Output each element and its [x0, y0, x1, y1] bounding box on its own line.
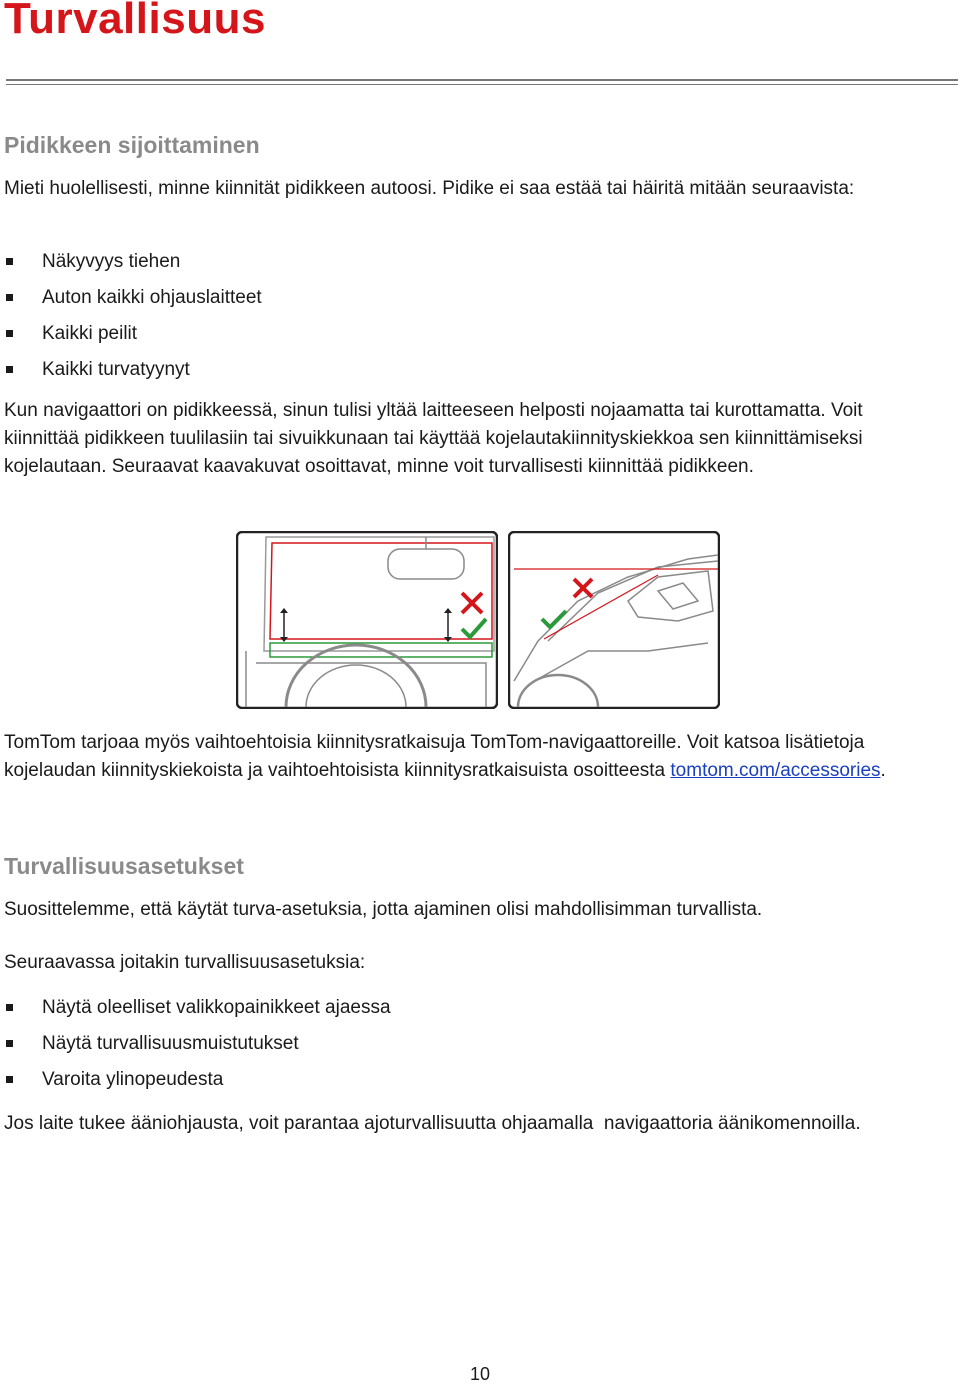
square-bullet-icon — [6, 366, 13, 373]
accessories-link[interactable]: tomtom.com/accessories — [670, 760, 881, 781]
square-bullet-icon — [6, 1076, 13, 1083]
square-bullet-icon — [6, 294, 13, 301]
placement-intro: Mieti huolellisesti, minne kiinnität pidikkeen autoosi. Pidike ei saa estää tai häiritä mitään seuraavista: — [4, 178, 855, 199]
title-rule — [6, 79, 958, 81]
accessories-paragraph: TomTom tarjoaa myös vaihtoehtoisia kiinnitysratkaisuja TomTom-navigaattoreille. Voit katsoa lisätietoja kojelaudan kiinnityskiekoista ja vaihtoehtoisista kiinnitysratkaisuista osoitteesta tomtom.com/accessories. — [4, 732, 886, 781]
safety-settings-intro: Seuraavassa joitakin turvallisuusasetuksia: — [4, 952, 366, 973]
square-bullet-icon — [6, 258, 13, 265]
square-bullet-icon — [6, 1004, 13, 1011]
windshield-diagram — [236, 531, 498, 709]
title-rule — [6, 84, 958, 85]
section-heading-safety-settings: Turvallisuusasetukset — [4, 853, 244, 879]
section-heading-placement: Pidikkeen sijoittaminen — [4, 132, 260, 158]
page-title: Turvallisuus — [4, 0, 266, 43]
side-view-diagram — [508, 531, 720, 709]
page-number: 10 — [469, 1364, 491, 1384]
square-bullet-icon — [6, 330, 13, 337]
reach-paragraph: Kun navigaattori on pidikkeessä, sinun tulisi yltää laitteeseen helposti nojaamatta tai kurottamatta. Voit kiinnittää pidikkeen tuulilasiin tai sivuikkunaan tai käyttää kojelautakiinnityskiekkoa sen kiinnittämiseksi kojelautaan. Seuraavat kaavakuvat osoittavat, minne voit turvallisesti kiinnittää pidikkeen. — [4, 400, 863, 477]
square-bullet-icon — [6, 1040, 13, 1047]
voice-control-paragraph: Jos laite tukee ääniohjausta, voit parantaa ajoturvallisuutta ohjaamalla navigaattoria äänikomennoilla. — [4, 1113, 861, 1134]
safety-recommendation: Suosittelemme, että käytät turva-asetuksia, jotta ajaminen olisi mahdollisimman turvallista. — [4, 899, 763, 920]
